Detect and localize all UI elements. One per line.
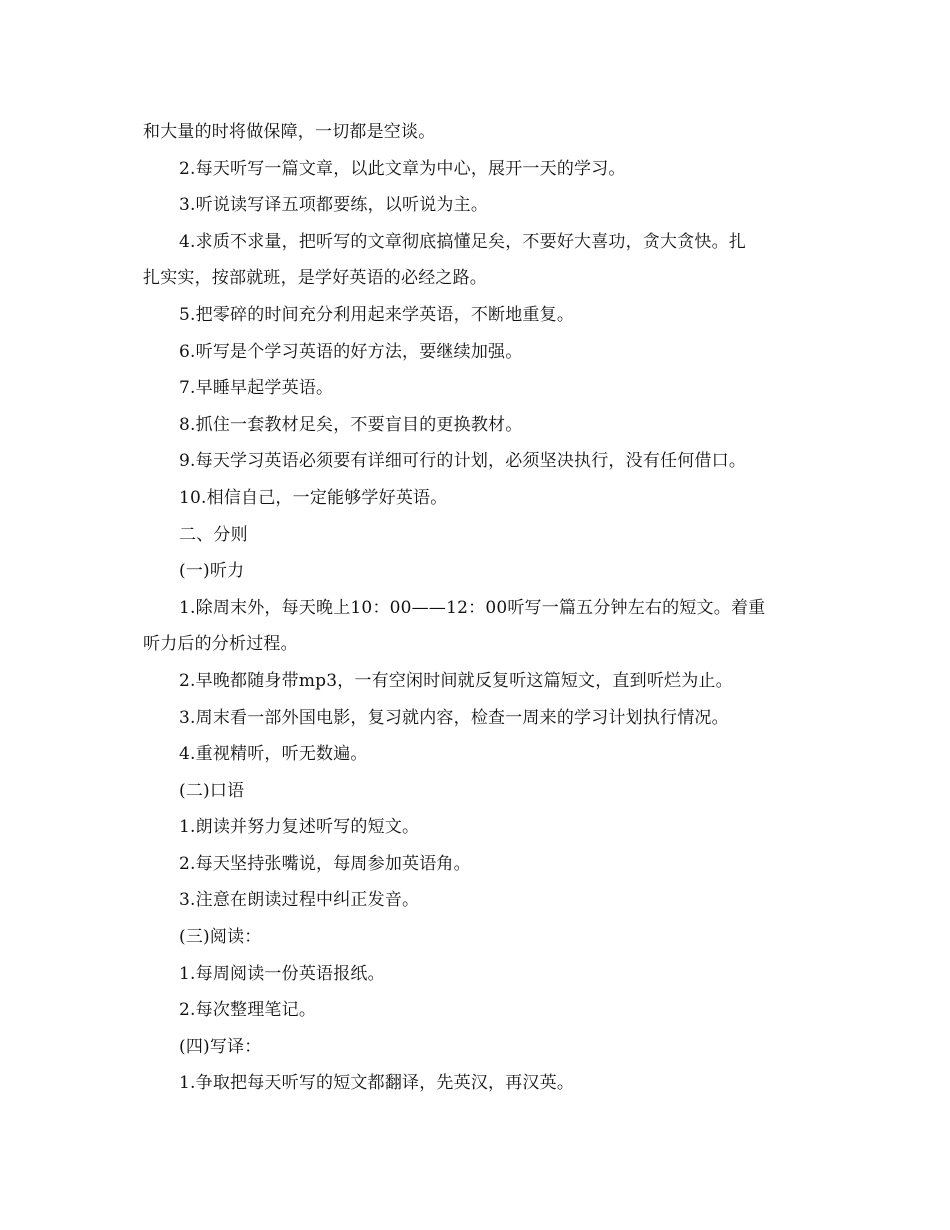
paragraph-line: 3.周末看一部外国电影，复习就内容，检查一周来的学习计划执行情况。	[179, 707, 729, 728]
subsection-heading: (二)口语	[179, 780, 245, 801]
paragraph-line: 5.把零碎的时间充分利用起来学英语，不断地重复。	[179, 304, 575, 325]
paragraph-line: 2.每次整理笔记。	[179, 1000, 317, 1021]
paragraph-line: 3.听说读写译五项都要练，以听说为主。	[179, 195, 489, 216]
document-body	[143, 114, 808, 1102]
paragraph-line: 3.注意在朗读过程中纠正发音。	[179, 890, 420, 911]
paragraph-line: 7.早睡早起学英语。	[179, 378, 334, 399]
subsection-heading: (一)听力	[179, 561, 245, 582]
paragraph-line: 1.争取把每天听写的短文都翻译，先英汉，再汉英。	[179, 1073, 575, 1094]
paragraph-line: 和大量的时将做保障，一切都是空谈。	[143, 122, 436, 142]
paragraph-line: 4.重视精听，听无数遍。	[179, 744, 368, 765]
paragraph-line: 1.朗读并努力复述听写的短文。	[179, 817, 420, 838]
paragraph-line: 2.每天听写一篇文章，以此文章为中心，展开一天的学习。	[179, 158, 626, 179]
paragraph-line: 1.除周末外，每天晚上10：00——12：00听写一篇五分钟左右的短文。着重	[179, 597, 766, 618]
subsection-heading: (四)写译：	[179, 1036, 262, 1057]
subsection-heading: (三)阅读：	[179, 927, 262, 948]
paragraph-line: 扎实实，按部就班，是学好英语的必经之路。	[143, 268, 487, 289]
paragraph-line: 8.抓住一套教材足矣，不要盲目的更换教材。	[179, 414, 523, 435]
paragraph-line: 4.求质不求量，把听写的文章彻底搞懂足矣，不要好大喜功，贪大贪快。扎	[179, 231, 747, 252]
paragraph-line: 2.早晚都随身带mp3，一有空闲时间就反复听这篇短文，直到听烂为止。	[179, 670, 733, 691]
paragraph-line: 6.听写是个学习英语的好方法，要继续加强。	[179, 341, 523, 362]
paragraph-line: 2.每天坚持张嘴说，每周参加英语角。	[179, 853, 471, 874]
paragraph-line: 10.相信自己，一定能够学好英语。	[179, 487, 448, 508]
paragraph-line: 9.每天学习英语必须要有详细可行的计划，必须坚决执行，没有任何借口。	[179, 451, 747, 472]
section-heading: 二、分则	[179, 524, 248, 545]
paragraph-line: 1.每周阅读一份英语报纸。	[179, 963, 385, 984]
paragraph-line: 听力后的分析过程。	[143, 634, 298, 655]
